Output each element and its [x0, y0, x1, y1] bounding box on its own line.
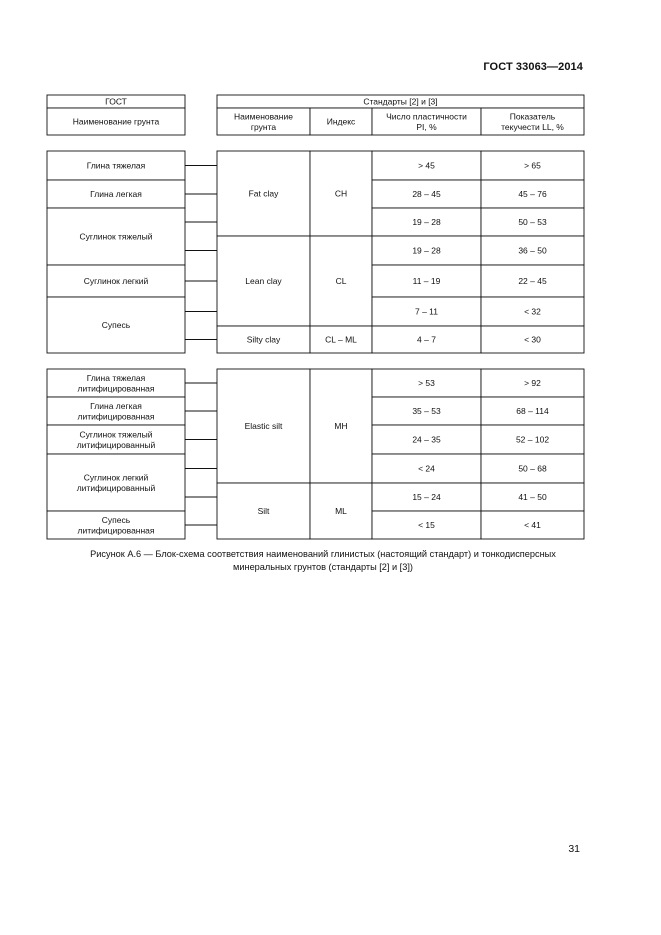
section1-pi-value	[412, 217, 441, 227]
section1-gost-label	[80, 232, 153, 242]
section1-gost-label	[90, 189, 142, 199]
section1-pi-value	[417, 335, 436, 345]
section1-ll-value	[518, 217, 547, 227]
section2-std-index	[334, 421, 347, 431]
ll-header-label-line: Показатель	[509, 111, 556, 122]
section1-gost-label-line: Суглинок легкий	[83, 276, 149, 286]
section1-std-name	[247, 335, 281, 345]
section2-pi-value	[412, 406, 441, 416]
section2-gost-label	[77, 373, 154, 394]
section2-gost-label-line: Глина легкая	[90, 400, 142, 411]
section2-ll-value	[524, 520, 541, 530]
section2-ll-value	[516, 435, 549, 445]
section2-gost-label-line: литифицированный	[76, 482, 156, 493]
std-name-header-label-line: Наименование	[234, 111, 293, 122]
section2-std-name-line: Silt	[257, 506, 270, 516]
standards-header-label-line: Стандарты [2] и [3]	[363, 96, 438, 107]
section2-pi-value-line: 35 – 53	[412, 406, 441, 416]
section2-ll-value-line: 50 – 68	[518, 463, 547, 474]
section2-ll-value	[518, 464, 547, 474]
section1-ll-value-line: < 32	[524, 306, 541, 317]
section1-pi-value-line: 19 – 28	[412, 217, 441, 227]
section2-pi-value-line: > 53	[418, 378, 435, 388]
section1-ll-value	[518, 246, 547, 256]
section2-gost-label	[77, 472, 156, 493]
section1-pi-value	[412, 246, 441, 256]
section2-ll-value-line: 41 – 50	[518, 492, 547, 502]
section2-gost-label-line: литифицированный	[76, 439, 156, 450]
section1-ll-value	[524, 307, 541, 317]
std-name-header-label-line: грунта	[250, 121, 277, 132]
section1-ll-value-line: 50 – 53	[518, 217, 547, 227]
section1-std-name-line: Silty clay	[246, 334, 281, 345]
section2-ll-value	[524, 378, 541, 388]
section1-pi-value-line: 28 – 45	[412, 189, 441, 199]
ll-header-label-line: текучести LL, %	[501, 121, 564, 132]
ll-header-label	[501, 111, 564, 132]
gost-name-header-label	[73, 117, 160, 127]
pi-header-label-line: Число пластичности	[386, 111, 467, 122]
section2-ll-value-line: < 41	[524, 520, 541, 530]
section2-gost-label-line: Супесь	[101, 514, 131, 525]
section1-gost-label-line: Глина легкая	[90, 189, 142, 199]
section1-gost-label	[87, 161, 146, 171]
document-header: ГОСТ 33063—2014	[483, 61, 583, 73]
standards-header-label	[363, 97, 437, 107]
section2-pi-value	[418, 464, 435, 474]
section1-pi-value-line: 19 – 28	[412, 245, 441, 256]
section2-std-name	[258, 506, 270, 516]
section2-pi-value	[418, 520, 435, 530]
section2-pi-value-line: 15 – 24	[412, 492, 441, 502]
section2-pi-value-line: 24 – 35	[412, 434, 441, 445]
section2-pi-value	[412, 435, 441, 445]
section1-gost-label-line: Глина тяжелая	[86, 160, 146, 171]
section2-gost-label-line: Суглинок тяжелый	[79, 429, 153, 440]
section1-pi-value	[413, 276, 441, 286]
section1-ll-value-line: > 65	[524, 160, 541, 171]
section1-std-index-line: CH	[334, 188, 348, 199]
section1-ll-value-line: 36 – 50	[518, 245, 547, 256]
section1-pi-value-line: 11 – 19	[412, 276, 441, 286]
section2-gost-label	[77, 429, 156, 450]
section1-ll-value	[518, 189, 547, 199]
section1-ll-value	[524, 161, 541, 171]
section1-gost-label	[84, 276, 149, 286]
caption-line-1: Рисунок А.6 — Блок-схема соответствия наименований глинистых (настоящий стандарт) и тонкодисперсных	[90, 549, 556, 559]
section2-pi-value-line: < 15	[418, 520, 435, 530]
figure-caption	[44, 548, 602, 573]
section1-pi-value-line: > 45	[418, 160, 435, 171]
section2-pi-value	[418, 378, 435, 388]
section2-ll-value	[516, 406, 549, 416]
gost-header-label	[105, 97, 127, 107]
section2-gost-label-line: литифицированная	[77, 383, 155, 394]
section1-std-index	[335, 189, 347, 199]
section1-gost-label-line: Суглинок тяжелый	[79, 231, 153, 242]
section2-gost-label-line: Суглинок легкий	[83, 472, 149, 483]
section1-std-name-line: Lean clay	[245, 276, 282, 286]
section1-std-name	[249, 189, 280, 199]
section2-std-index	[335, 506, 347, 516]
section2-std-index-line: MH	[334, 421, 348, 431]
std-index-header-label	[327, 117, 356, 127]
section1-ll-value-line: 22 – 45	[518, 276, 547, 286]
gost-header-label-line: ГОСТ	[105, 96, 127, 107]
section1-ll-value	[518, 276, 547, 286]
section2-ll-value-line: 52 – 102	[515, 434, 550, 445]
page-number: 31	[568, 843, 580, 855]
section1-std-index-line: CL – ML	[325, 334, 357, 345]
section1-pi-value-line: 4 – 7	[417, 334, 436, 345]
section1-gost-label-line: Супесь	[101, 320, 131, 330]
section1-ll-value-line: < 30	[524, 334, 541, 345]
section1-std-name-line: Fat clay	[248, 188, 279, 199]
section2-gost-label-line: литифицированная	[77, 411, 155, 422]
section1-std-name	[245, 276, 282, 286]
section2-std-name-line: Elastic silt	[244, 421, 283, 431]
gost-name-header-label-line: Наименование грунта	[72, 116, 160, 127]
section1-std-index	[336, 276, 347, 286]
section2-std-name	[245, 421, 283, 431]
pi-header-label-line: PI, %	[416, 121, 437, 132]
section1-pi-value	[412, 189, 441, 199]
caption-line-2: минеральных грунтов (стандарты [2] и [3])	[233, 561, 413, 572]
section1-ll-value	[524, 335, 541, 345]
section1-std-index	[325, 335, 357, 345]
section1-pi-value-line: 7 – 11	[414, 306, 439, 317]
section2-gost-label-line: Глина тяжелая	[86, 372, 146, 383]
section1-ll-value-line: 45 – 76	[518, 189, 547, 199]
section2-ll-value-line: 68 – 114	[516, 406, 549, 416]
section1-pi-value	[418, 161, 435, 171]
section2-pi-value-line: < 24	[418, 463, 435, 474]
section1-gost-label	[102, 320, 131, 330]
section2-gost-label-line: литифицированная	[77, 525, 155, 536]
section2-pi-value	[412, 492, 441, 502]
section2-ll-value	[518, 492, 547, 502]
section2-ll-value-line: > 92	[524, 378, 541, 388]
std-index-header-label-line: Индекс	[326, 116, 356, 127]
section1-pi-value	[415, 307, 438, 317]
section1-std-index-line: CL	[335, 276, 347, 286]
section2-std-index-line: ML	[335, 506, 347, 516]
